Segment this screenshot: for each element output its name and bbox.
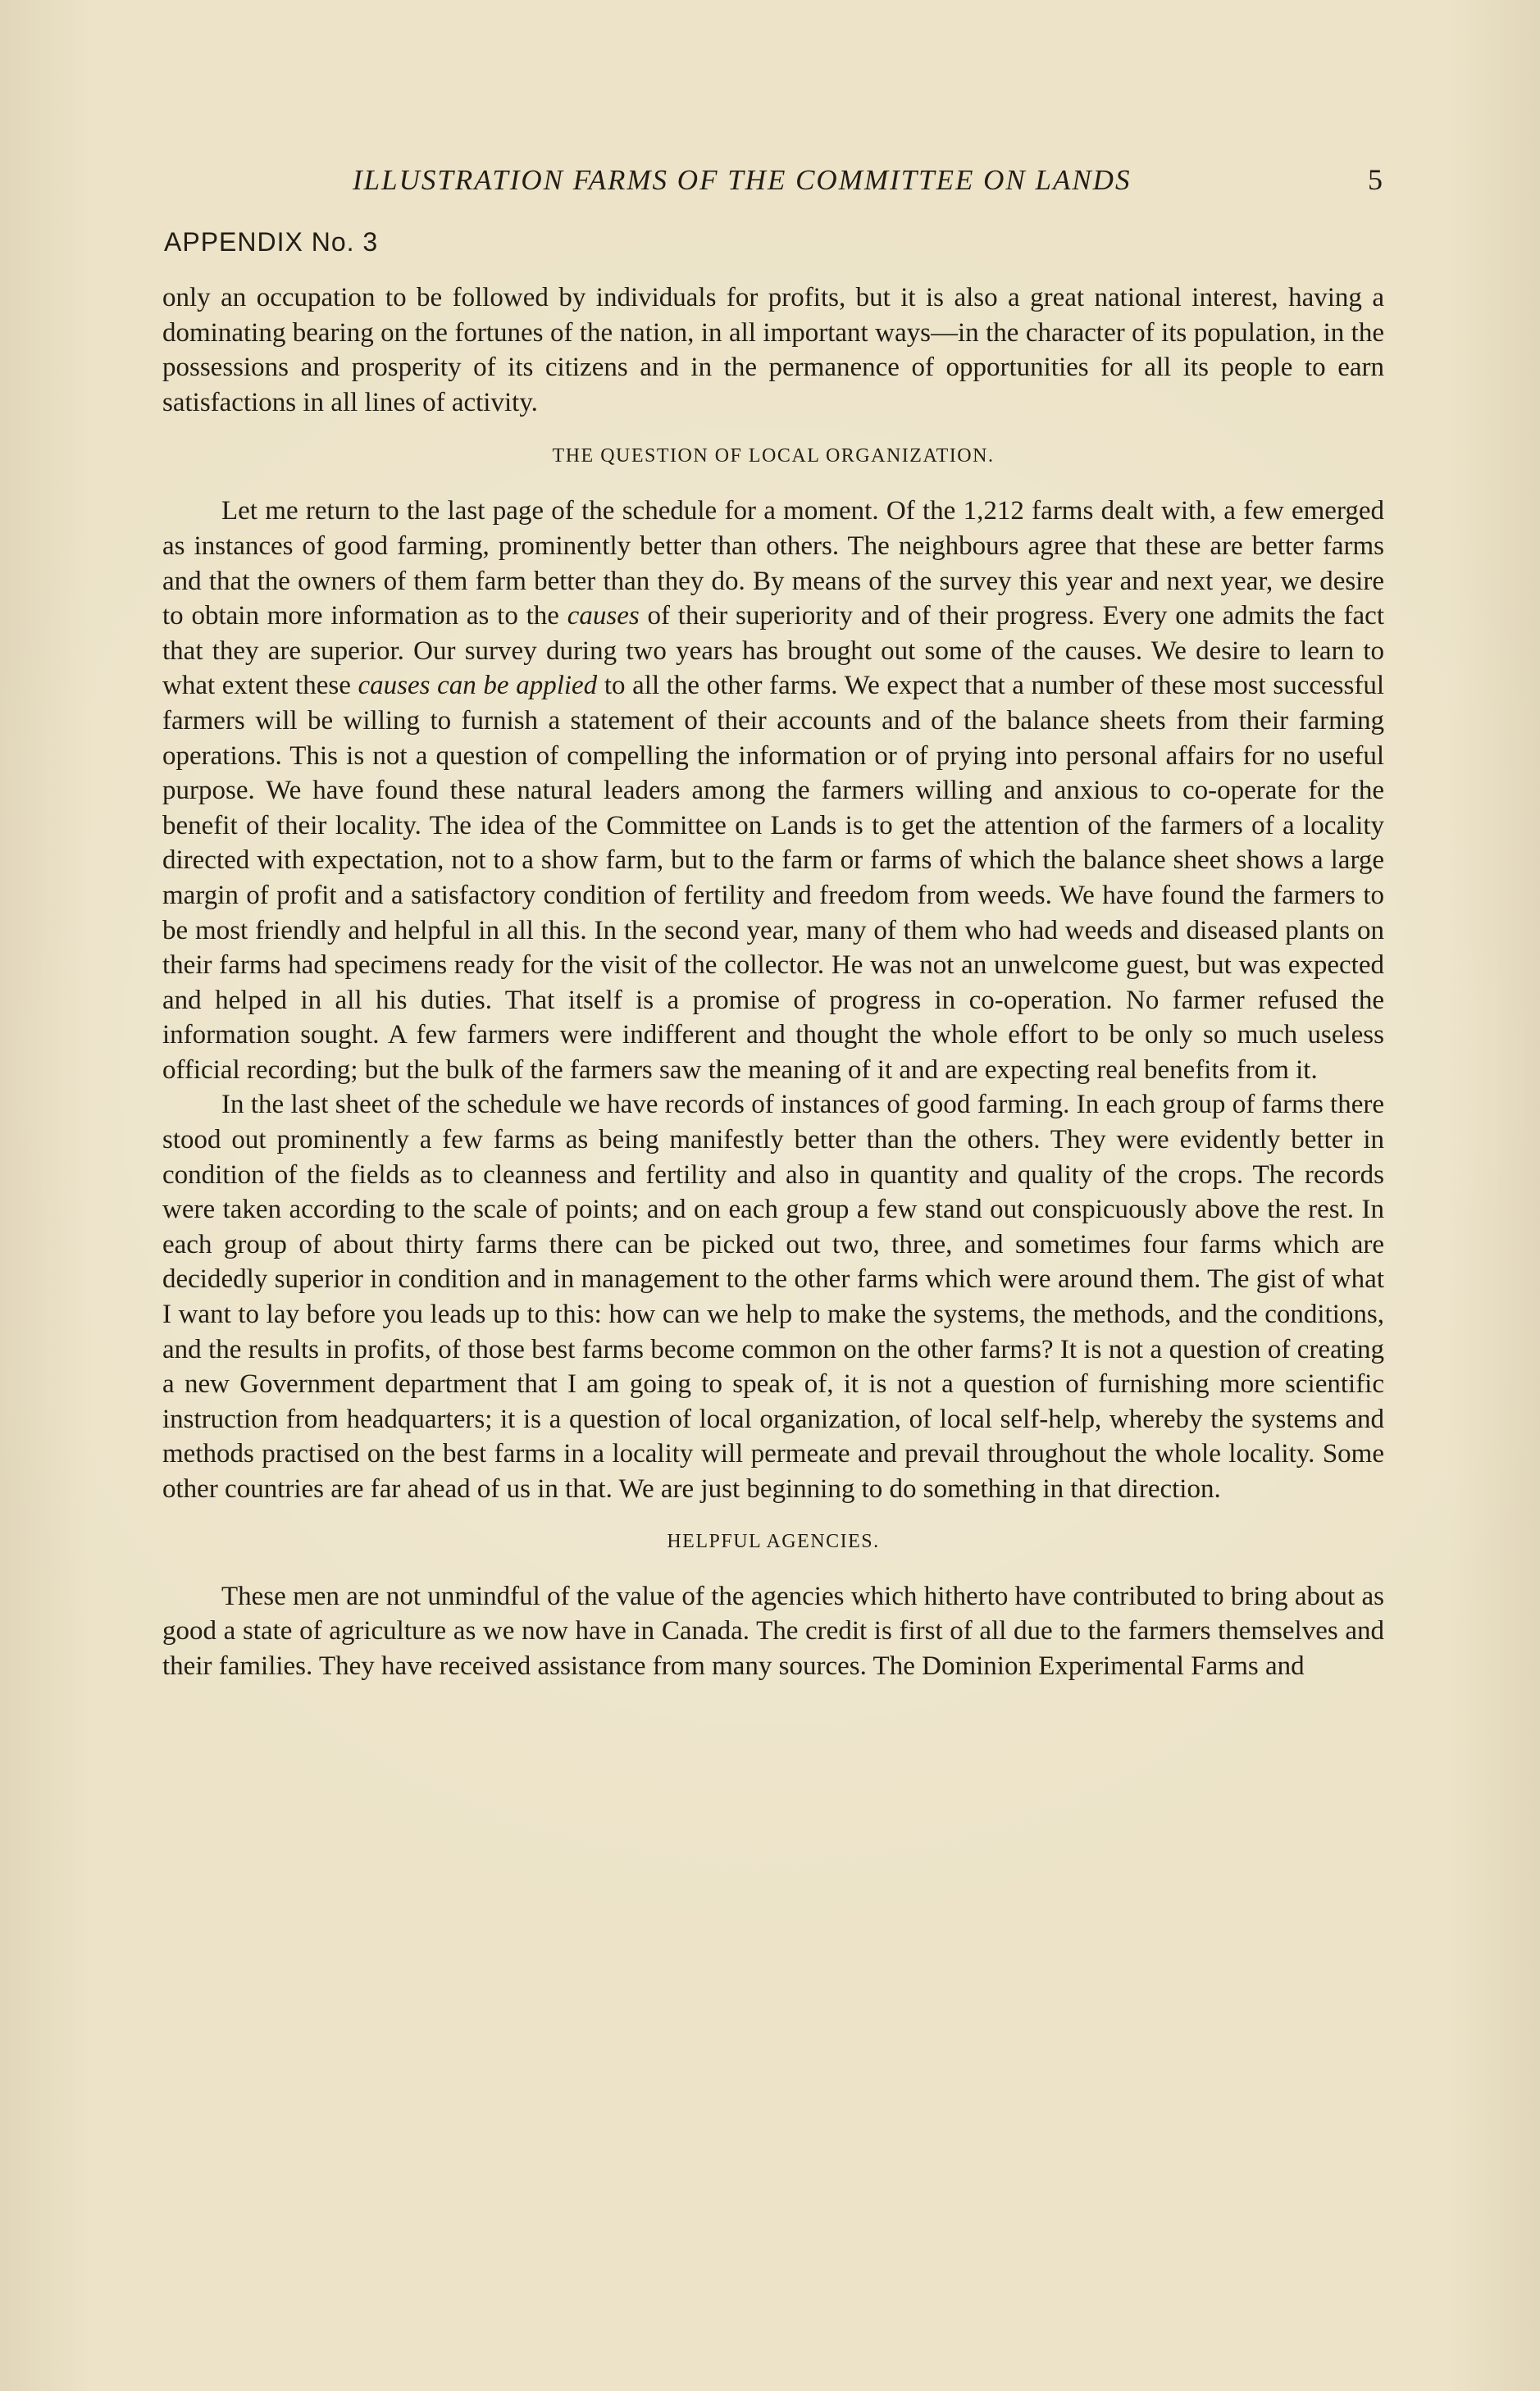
running-title: ILLUSTRATION FARMS OF THE COMMITTEE ON LANDS <box>353 164 1132 196</box>
emphasis-causes: causes <box>567 601 640 631</box>
body-text <box>162 280 1384 1683</box>
paragraph-2-part-c: to all the other farms. We expect that a number of these most successful farmers will be willing to furnish a statement of their accounts and of the balance sheets from their farming operations. This is not a question of compelling the information or of prying into personal affairs for no useful purpose. We have found these natural leaders among the farmers willing and anxious to co-operate for the benefit of their locality. The idea of the Committee on Lands is to get the attention of the farmers of a locality directed with expectation, not to a show farm, but to the farm or farms of which the balance sheet shows a large margin of profit and a satisfactory condition of fertility and freedom from weeds. We have found the farmers to be most friendly and helpful in all this. In the second year, many of them who had weeds and diseased plants on their farms had specimens ready for the visit of the collector. He was not an unwelcome guest, but was expected and helped in all his duties. That itself is a promise of progress in co-operation. No farmer refused the information sought. A few farmers were indifferent and thought the whole effort to be only so much useless official recording; but the bulk of the farmers saw the meaning of it and are expecting real benefits from it. <box>162 671 1384 1085</box>
emphasis-causes-can-be-applied: causes can be applied <box>358 671 598 701</box>
paragraph-4: These men are not unmindful of the value of the agencies which hitherto have contributed to bring about as good a state of agriculture as we now have in Canada. The credit is first of all due to the farmers themselves and their families. They have received assistance from many sources. The Dominion Experimental Farms and <box>162 1581 1384 1681</box>
section-heading-helpful-agencies: HELPFUL AGENCIES. <box>667 1530 880 1552</box>
section-heading-local-organization: THE QUESTION OF LOCAL ORGANIZATION. <box>552 445 995 467</box>
paragraph-1: only an occupation to be followed by individuals for profits, but it is also a great national interest, having a dominating bearing on the fortunes of the nation, in all important ways—in the character of its population, in the possessions and prosperity of its citizens and in the permanence of opportunities for all its people to earn satisfactions in all lines of activity. <box>162 283 1384 417</box>
paragraph-2-part-a: Let me return to the last page of the schedule for a moment. Of the 1,212 farms dealt with, a few emerged as instances of good farming, prominently better than others. The neighbours agree that these are better farms and that the owners of them farm better than they do. By means of the survey this year and next year, we desire to obtain more information as to the <box>162 496 1384 631</box>
page-number: 5 <box>1368 163 1383 196</box>
appendix-label: APPENDIX No. 3 <box>164 227 379 257</box>
paragraph-2-part-b: of their superiority and of their progress. Every one admits the fact that they are superior. Our survey during two years has brought out some of the causes. We desire to learn to what extent these <box>162 601 1384 701</box>
paragraph-2 <box>162 494 1384 1087</box>
paragraph-3: In the last sheet of the schedule we have records of instances of good farming. In each group of farms there stood out prominently a few farms as being manifestly better than the others. They were evidently better in condition of the fields as to cleanness and fertility and also in quantity and quality of the crops. The records were taken according to the scale of points; and on each group a few stand out conspicuously above the rest. In each group of about thirty farms there can be picked out two, three, and sometimes four farms which are decidedly superior in condition and in management to the other farms which were around them. The gist of what I want to lay before you leads up to this: how can we help to make the systems, the methods, and the conditions, and the results in profits, of those best farms become common on the other farms? It is not a question of creating a new Government department that I am going to speak of, it is not a question of furnishing more scientific instruction from headquarters; it is a question of local organization, of local self-help, whereby the systems and methods practised on the best farms in a locality will permeate and prevail throughout the whole locality. Some other countries are far ahead of us in that. We are just beginning to do something in that direction. <box>162 1090 1384 1504</box>
